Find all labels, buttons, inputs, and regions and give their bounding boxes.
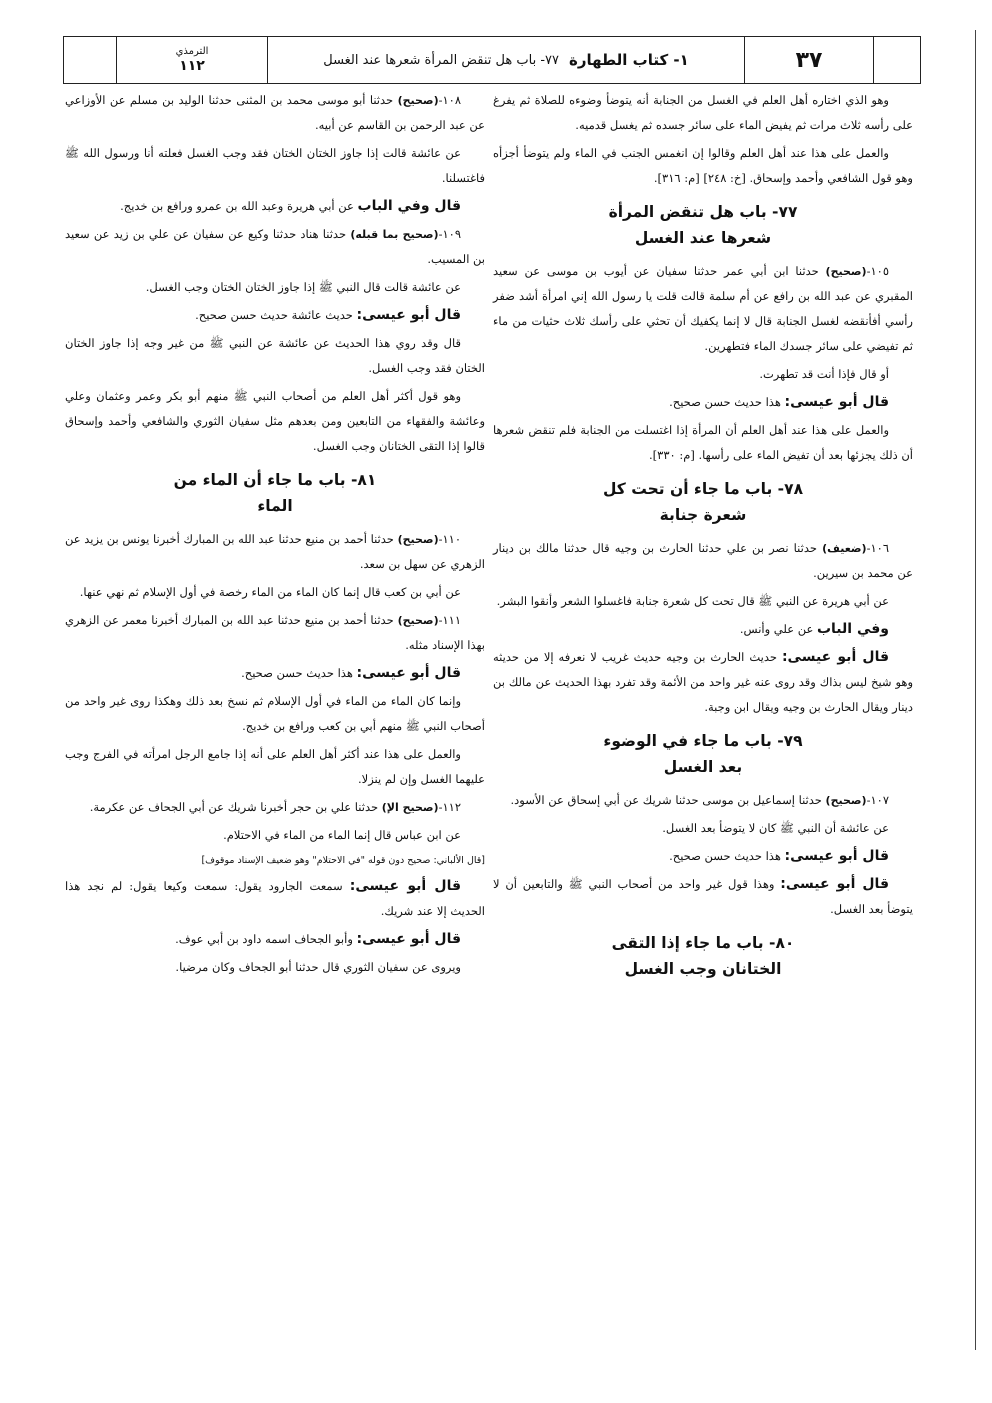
paragraph: وهو الذي اختاره أهل العلم في الغسل من الجنابة أنه يتوضأ وضوءه للصلاة ثم يفرغ على رأسه ثلاث مرات ثم يفيض الماء على سائر جسده ثم يغسل قدميه.: [493, 93, 913, 132]
heading-line: ٧٩- باب ما جاء في الوضوء: [603, 732, 803, 750]
paragraph: وهو قول أكثر أهل العلم من أصحاب النبي ﷺ منهم أبو بكر وعمر وعثمان وعلي وعائشة والفقهاء من التابعين ومن بعدهم مثل سفيان الثوري والشافعي وأحمد وإسحاق قالوا إذا التقى الختانان وجب الغسل.: [65, 389, 485, 453]
paragraph: عن عائشة أن النبي ﷺ كان لا يتوضأ بعد الغسل.: [662, 821, 889, 835]
heading-line: شعرة جنابة: [659, 506, 747, 524]
paragraph: والعمل على هذا عند أكثر أهل العلم على أنه إذا جامع الرجل امرأته في الفرج وجب عليهما الغسل وإن لم ينزلا.: [65, 747, 485, 786]
left-column: [65, 88, 485, 983]
margin-line: [975, 30, 976, 1350]
abu-isa-label: قال أبو عيسى:: [356, 665, 461, 681]
fil-bab-text: عن أبي هريرة وعبد الله بن عمرو ورافع بن خديج.: [120, 199, 354, 213]
hadith-text: حدثنا أحمد بن منيع حدثنا عبد الله بن المبارك أخبرنا يونس بن يزيد عن الزهري عن سهل بن سعد.: [65, 532, 485, 571]
commentary: [65, 874, 485, 924]
header-book-ref: [117, 37, 268, 83]
paragraph: والعمل على هذا عند أهل العلم أن المرأة إذا اغتسلت من الجنابة فلم تنقض شعرها أن ذلك يجزئها بعد أن تفيض الماء على رأسها. [م: ٣٣٠].: [493, 423, 913, 462]
heading-line: ٨١- باب ما جاء أن الماء من: [173, 471, 377, 489]
hadith-112: ١١٢-(صحيح الإ) حدثنا علي بن حجر أخبرنا شريك عن أبي الجحاف عن عكرمة.: [89, 800, 461, 814]
hadith-110: ١١٠-(صحيح) حدثنا أحمد بن منيع حدثنا عبد الله بن المبارك أخبرنا يونس بن يزيد عن الزهري عن سهل بن سعد.: [65, 532, 485, 571]
abu-isa-text: هذا حديث حسن صحيح.: [241, 666, 353, 680]
abu-isa-text: وهذا قول غير واحد من أصحاب النبي ﷺ والتابعين أن لا يتوضأ بعد الغسل.: [493, 877, 913, 916]
hadith-number: ١٠٥: [870, 264, 889, 278]
commentary: [65, 661, 485, 686]
paragraph: وإنما كان الماء من الماء في أول الإسلام ثم نسخ بعد ذلك وهكذا روى غير واحد من أصحاب النبي ﷺ منهم أبي بن كعب ورافع بن خديج.: [65, 694, 485, 733]
fil-bab-label: قال وفي الباب: [357, 198, 461, 214]
paragraph: عن عائشة قالت قال النبي ﷺ إذا جاوز الختان الختان وجب الغسل.: [145, 280, 461, 294]
header-chapter-title: ٧٧- باب هل تنقض المرأة شعرها عند الغسل: [323, 52, 559, 68]
abu-isa-label: قال أبو عيسى:: [784, 394, 889, 410]
abu-isa-label: قال أبو عيسى:: [356, 931, 461, 947]
chapter-heading-78: [493, 476, 913, 528]
chapter-heading-79: [493, 728, 913, 780]
heading-line: الختانان وجب الغسل: [624, 960, 782, 978]
albani-note: [قال الألباني: صحيح دون قوله "في الاحتلام" وهو ضعيف الإسناد موقوف]: [201, 855, 485, 866]
paragraph: قال وقد روي هذا الحديث عن عائشة عن النبي ﷺ من غير وجه إذا جاوز الختان الختان فقد وجب الغسل.: [65, 336, 485, 375]
abu-isa-text: وأبو الجحاف اسمه داود بن أبي عوف.: [175, 932, 353, 946]
hadith-text: حدثنا إسماعيل بن موسى حدثنا شريك عن أبي إسحاق عن الأسود.: [510, 793, 822, 807]
hadith-text: حدثنا ابن أبي عمر حدثنا سفيان عن أيوب بن موسى عن سعيد المقبري عن عبد الله بن رافع عن أم سلمة قالت قلت يا رسول الله إني امرأة أشد ضفر رأسي أفأنقضه لغسل الجنابة قال لا إنما يكفيك أن تحثي على رأسك ثلاث حثيات من ماء ثم تفيضي على سائر جسدك الماء فتطهرين.: [493, 264, 913, 353]
header-blank-left: [64, 37, 117, 83]
heading-line: شعرها عند الغسل: [634, 229, 772, 247]
paragraph: أو قال فإذا أنت قد تطهرت.: [759, 367, 889, 381]
abu-isa-label: قال أبو عيسى:: [784, 848, 889, 864]
abu-isa-text: حديث الحارث بن وجيه حديث غريب لا نعرفه إلا من حديثه وهو شيخ ليس بذاك وقد روى عنه غير واحد من الأئمة وقد تفرد بهذا الحديث عن مالك بن دينار ويقال الحارث بن وجيه ويقال ابن وجبة.: [493, 650, 913, 714]
hadith-text: حدثنا نصر بن علي حدثنا الحارث بن وجيه قال حدثنا مالك بن دينار عن محمد بن سيرين.: [493, 541, 913, 580]
header-book-part: ١١٢: [179, 58, 205, 74]
heading-line: ٧٧- باب هل تنقض المرأة: [608, 203, 798, 221]
hadith-grade: (صحيح الإ): [381, 801, 439, 814]
commentary: [493, 844, 913, 869]
hadith-109: ١٠٩-(صحيح بما قبله) حدثنا هناد حدثنا وكيع عن سفيان عن علي بن زيد عن سعيد بن المسيب.: [65, 227, 485, 266]
hadith-number: ١٠٦: [870, 541, 889, 555]
page-header: [63, 36, 921, 84]
hadith-grade: (صحيح): [825, 794, 867, 807]
chapter-heading-81: [65, 467, 485, 519]
page-number: ٣٧: [745, 37, 874, 83]
hadith-grade: (صحيح): [397, 614, 439, 627]
heading-line: ٧٨- باب ما جاء أن تحت كل: [602, 480, 804, 498]
header-book-title: ١- كتاب الطهارة: [569, 51, 689, 69]
hadith-grade: (ضعيف): [822, 542, 867, 555]
hadith-number: ١٠٨: [442, 93, 462, 107]
commentary: [65, 303, 485, 328]
hadith-grade: (صحيح): [825, 265, 867, 278]
hadith-number: ١١١: [442, 613, 462, 627]
abu-isa-label: قال أبو عيسى:: [349, 878, 462, 894]
hadith-number: ١١٢: [442, 800, 461, 814]
hadith-grade: (صحيح): [397, 94, 439, 107]
heading-line: الماء: [257, 497, 293, 515]
commentary: [493, 645, 913, 720]
heading-line: ٨٠- باب ما جاء إذا التقى: [611, 934, 795, 952]
header-blank-right: [874, 37, 920, 83]
hadith-106: ١٠٦-(ضعيف) حدثنا نصر بن علي حدثنا الحارث بن وجيه قال حدثنا مالك بن دينار عن محمد بن سيرين.: [493, 541, 913, 580]
fil-bab-text: عن علي وأنس.: [739, 622, 814, 636]
abu-isa-text: هذا حديث حسن صحيح.: [669, 395, 781, 409]
hadith-108: ١٠٨-(صحيح) حدثنا أبو موسى محمد بن المثنى حدثنا الوليد بن مسلم عن الأوزاعي عن عبد الرحمن بن القاسم عن أبيه.: [65, 93, 485, 132]
hadith-grade: (صحيح): [397, 533, 439, 546]
paragraph: والعمل على هذا عند أهل العلم وقالوا إن انغمس الجنب في الماء ولم يتوضأ أجزأه وهو قول الشافعي وأحمد وإسحاق. [خ: ٢٤٨] [م: ٣١٦].: [493, 146, 913, 185]
hadith-text: حدثنا أبو موسى محمد بن المثنى حدثنا الوليد بن مسلم عن الأوزاعي عن عبد الرحمن بن القاسم عن أبيه.: [65, 93, 485, 132]
paragraph: عن عائشة قالت إذا جاوز الختان الختان فقد وجب الغسل فعلته أنا ورسول الله ﷺ فاغتسلنا.: [65, 146, 485, 185]
paragraph: عن أبي هريرة عن النبي ﷺ قال تحت كل شعرة جنابة فاغسلوا الشعر وأنقوا البشر.: [496, 594, 889, 608]
fil-bab: [493, 617, 913, 642]
hadith-111: ١١١-(صحيح) حدثنا أحمد بن منيع حدثنا عبد الله بن المبارك أخبرنا معمر عن الزهري بهذا الإسناد مثله.: [65, 613, 485, 652]
abu-isa-label: قال أبو عيسى:: [780, 876, 889, 892]
abu-isa-text: حديث عائشة حديث حسن صحيح.: [195, 308, 353, 322]
header-title: [268, 37, 745, 83]
abu-isa-text: هذا حديث حسن صحيح.: [669, 849, 781, 863]
header-book-name: الترمذي: [175, 46, 209, 57]
hadith-number: ١٠٧: [870, 793, 889, 807]
hadith-107: ١٠٧-(صحيح) حدثنا إسماعيل بن موسى حدثنا شريك عن أبي إسحاق عن الأسود.: [510, 793, 889, 807]
hadith-text: حدثنا هناد حدثنا وكيع عن سفيان عن علي بن زيد عن سعيد بن المسيب.: [65, 227, 485, 266]
right-column: [493, 88, 913, 990]
hadith-text: حدثنا أحمد بن منيع حدثنا عبد الله بن المبارك أخبرنا معمر عن الزهري بهذا الإسناد مثله.: [65, 613, 485, 652]
fil-bab-label: وفي الباب: [816, 621, 889, 637]
fil-bab: [65, 194, 485, 219]
hadith-grade: (صحيح بما قبله): [350, 228, 439, 241]
chapter-heading-77: [493, 199, 913, 251]
hadith-number: ١٠٩: [442, 227, 462, 241]
paragraph: عن ابن عباس قال إنما الماء من الماء في الاحتلام.: [223, 828, 461, 842]
commentary: [493, 390, 913, 415]
abu-isa-text: سمعت الجارود يقول: سمعت وكيعا يقول: لم نجد هذا الحديث إلا عند شريك.: [65, 879, 485, 918]
hadith-105: ١٠٥-(صحيح) حدثنا ابن أبي عمر حدثنا سفيان عن أيوب بن موسى عن سعيد المقبري عن عبد الله بن رافع عن أم سلمة قالت قلت يا رسول الله إني امرأة أشد ضفر رأسي أفأنقضه لغسل الجنابة قال لا إنما يكفيك أن تحثي على رأسك ثلاث حثيات من ماء ثم تفيضي على سائر جسدك الماء فتطهرين.: [493, 264, 913, 353]
hadith-text: حدثنا علي بن حجر أخبرنا شريك عن أبي الجحاف عن عكرمة.: [89, 800, 379, 814]
commentary: [493, 872, 913, 922]
hadith-number: ١١٠: [442, 532, 462, 546]
chapter-heading-80: [493, 930, 913, 982]
commentary: [65, 927, 485, 952]
abu-isa-label: قال أبو عيسى:: [356, 307, 461, 323]
paragraph: ويروى عن سفيان الثوري قال حدثنا أبو الجحاف وكان مرضيا.: [175, 960, 461, 974]
paragraph: عن أبي بن كعب قال إنما كان الماء من الماء رخصة في أول الإسلام ثم نهي عنها.: [79, 585, 461, 599]
heading-line: بعد الغسل: [663, 758, 743, 776]
abu-isa-label: قال أبو عيسى:: [781, 649, 889, 665]
